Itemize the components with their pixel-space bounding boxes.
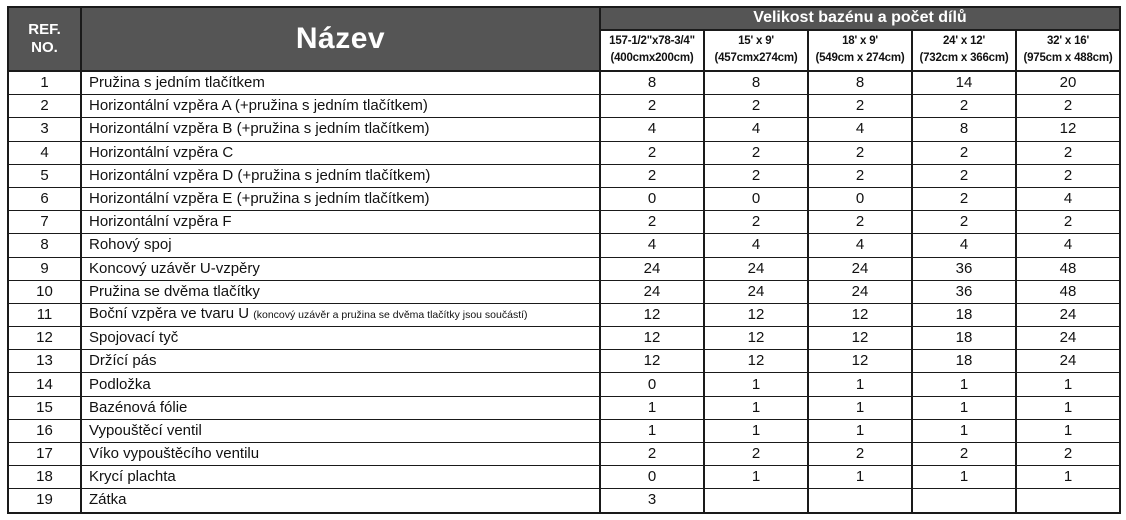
table-body bbox=[8, 71, 1120, 513]
quantity-cell: 1 bbox=[600, 419, 704, 442]
ref-number-cell: 7 bbox=[8, 211, 81, 234]
quantity-cell: 1 bbox=[1016, 396, 1120, 419]
part-name-cell bbox=[81, 419, 600, 442]
header-row-top bbox=[8, 7, 1120, 30]
quantity-cell: 12 bbox=[600, 350, 704, 373]
quantity-cell: 36 bbox=[912, 280, 1016, 303]
part-name: Horizontální vzpěra B (+pružina s jedním tlačítkem) bbox=[89, 120, 430, 138]
quantity-cell: 2 bbox=[808, 95, 912, 118]
quantity-cell: 0 bbox=[600, 187, 704, 210]
part-name-cell bbox=[81, 118, 600, 141]
table-row bbox=[8, 141, 1120, 164]
quantity-cell: 12 bbox=[704, 350, 808, 373]
quantity-cell: 24 bbox=[808, 280, 912, 303]
part-name: Horizontální vzpěra D (+pružina s jedním tlačítkem) bbox=[89, 166, 431, 184]
table-row bbox=[8, 95, 1120, 118]
quantity-cell: 2 bbox=[1016, 141, 1120, 164]
table-row bbox=[8, 350, 1120, 373]
part-name-cell bbox=[81, 95, 600, 118]
quantity-cell: 12 bbox=[808, 303, 912, 326]
part-note: (koncový uzávěr a pružina se dvěma tlačítky jsou součástí) bbox=[253, 309, 528, 322]
size-header-imperial: 24' x 12' bbox=[942, 35, 986, 48]
quantity-cell: 2 bbox=[600, 211, 704, 234]
quantity-cell: 4 bbox=[704, 234, 808, 257]
part-name-cell bbox=[81, 327, 600, 350]
size-header-metric: (400cmx200cm) bbox=[610, 52, 694, 65]
table-row bbox=[8, 118, 1120, 141]
quantity-cell: 2 bbox=[600, 164, 704, 187]
quantity-cell: 24 bbox=[704, 280, 808, 303]
quantity-cell: 12 bbox=[600, 327, 704, 350]
quantity-cell bbox=[808, 489, 912, 513]
quantity-cell: 1 bbox=[1016, 419, 1120, 442]
quantity-cell: 8 bbox=[912, 118, 1016, 141]
quantity-cell: 36 bbox=[912, 257, 1016, 280]
size-header-metric: (975cm x 488cm) bbox=[1023, 52, 1113, 65]
quantity-cell: 20 bbox=[1016, 71, 1120, 95]
part-name: Pružina s jedním tlačítkem bbox=[89, 74, 265, 92]
quantity-cell: 2 bbox=[808, 164, 912, 187]
size-header-400x200 bbox=[600, 30, 704, 71]
ref-number-cell: 11 bbox=[8, 303, 81, 326]
quantity-cell: 24 bbox=[1016, 303, 1120, 326]
table-row bbox=[8, 489, 1120, 513]
quantity-cell: 0 bbox=[808, 187, 912, 210]
part-name: Horizontální vzpěra C bbox=[89, 143, 234, 161]
quantity-cell: 2 bbox=[704, 211, 808, 234]
ref-no-header bbox=[8, 7, 81, 71]
ref-number-cell: 10 bbox=[8, 280, 81, 303]
part-name-cell bbox=[81, 350, 600, 373]
quantity-cell: 4 bbox=[1016, 234, 1120, 257]
ref-number-cell: 1 bbox=[8, 71, 81, 95]
quantity-cell: 2 bbox=[912, 187, 1016, 210]
part-name-cell bbox=[81, 443, 600, 466]
ref-number-cell: 14 bbox=[8, 373, 81, 396]
quantity-cell: 12 bbox=[600, 303, 704, 326]
quantity-cell: 4 bbox=[912, 234, 1016, 257]
part-name: Rohový spoj bbox=[89, 236, 172, 254]
part-name: Boční vzpěra ve tvaru U bbox=[89, 305, 250, 323]
quantity-cell: 24 bbox=[600, 257, 704, 280]
quantity-cell: 2 bbox=[808, 141, 912, 164]
table-row bbox=[8, 466, 1120, 489]
part-name: Víko vypouštěcího ventilu bbox=[89, 445, 260, 463]
quantity-cell: 24 bbox=[600, 280, 704, 303]
table-row bbox=[8, 280, 1120, 303]
quantity-cell: 1 bbox=[600, 396, 704, 419]
quantity-cell: 1 bbox=[912, 419, 1016, 442]
table-row bbox=[8, 443, 1120, 466]
table-row bbox=[8, 373, 1120, 396]
quantity-cell: 1 bbox=[808, 373, 912, 396]
ref-number-cell: 6 bbox=[8, 187, 81, 210]
quantity-cell: 12 bbox=[808, 350, 912, 373]
ref-number-cell: 17 bbox=[8, 443, 81, 466]
quantity-cell: 12 bbox=[704, 327, 808, 350]
quantity-cell bbox=[912, 489, 1016, 513]
quantity-cell: 8 bbox=[808, 71, 912, 95]
size-header-457x274 bbox=[704, 30, 808, 71]
parts-table bbox=[7, 6, 1121, 514]
quantity-cell: 24 bbox=[1016, 350, 1120, 373]
ref-number-cell: 9 bbox=[8, 257, 81, 280]
size-header-549x274 bbox=[808, 30, 912, 71]
quantity-cell: 2 bbox=[600, 141, 704, 164]
ref-number-cell: 19 bbox=[8, 489, 81, 513]
table-row bbox=[8, 211, 1120, 234]
quantity-cell: 2 bbox=[704, 141, 808, 164]
ref-number-cell: 2 bbox=[8, 95, 81, 118]
quantity-cell: 0 bbox=[600, 466, 704, 489]
table-row bbox=[8, 257, 1120, 280]
quantity-cell: 14 bbox=[912, 71, 1016, 95]
ref-number-cell: 18 bbox=[8, 466, 81, 489]
size-header-975x488 bbox=[1016, 30, 1120, 71]
table-row bbox=[8, 234, 1120, 257]
ref-number-cell: 12 bbox=[8, 327, 81, 350]
size-header-imperial: 15' x 9' bbox=[738, 35, 774, 48]
quantity-cell: 1 bbox=[1016, 466, 1120, 489]
quantity-cell: 1 bbox=[704, 396, 808, 419]
table-row bbox=[8, 164, 1120, 187]
pool-size-group-header: Velikost bazénu a počet dílů bbox=[600, 7, 1120, 30]
quantity-cell: 2 bbox=[912, 211, 1016, 234]
quantity-cell: 24 bbox=[1016, 327, 1120, 350]
quantity-cell: 24 bbox=[704, 257, 808, 280]
part-name-cell bbox=[81, 257, 600, 280]
part-name-cell bbox=[81, 303, 600, 326]
quantity-cell: 2 bbox=[1016, 443, 1120, 466]
part-name: Krycí plachta bbox=[89, 468, 176, 486]
quantity-cell: 18 bbox=[912, 327, 1016, 350]
quantity-cell: 12 bbox=[1016, 118, 1120, 141]
name-header: Název bbox=[81, 7, 600, 71]
quantity-cell: 2 bbox=[600, 95, 704, 118]
quantity-cell: 8 bbox=[704, 71, 808, 95]
quantity-cell: 12 bbox=[704, 303, 808, 326]
quantity-cell: 2 bbox=[704, 95, 808, 118]
part-name-cell bbox=[81, 396, 600, 419]
part-name: Zátka bbox=[89, 491, 127, 509]
ref-number-cell: 5 bbox=[8, 164, 81, 187]
ref-number-cell: 8 bbox=[8, 234, 81, 257]
quantity-cell: 2 bbox=[1016, 211, 1120, 234]
quantity-cell: 0 bbox=[704, 187, 808, 210]
table-row bbox=[8, 303, 1120, 326]
part-name-cell bbox=[81, 280, 600, 303]
part-name: Spojovací tyč bbox=[89, 329, 179, 347]
quantity-cell: 1 bbox=[1016, 373, 1120, 396]
quantity-cell: 12 bbox=[808, 327, 912, 350]
quantity-cell: 48 bbox=[1016, 257, 1120, 280]
quantity-cell: 2 bbox=[704, 164, 808, 187]
quantity-cell: 4 bbox=[600, 234, 704, 257]
quantity-cell: 1 bbox=[808, 396, 912, 419]
quantity-cell: 2 bbox=[808, 443, 912, 466]
table-row bbox=[8, 71, 1120, 95]
quantity-cell: 2 bbox=[912, 141, 1016, 164]
size-header-732x366 bbox=[912, 30, 1016, 71]
quantity-cell: 2 bbox=[912, 164, 1016, 187]
part-name-cell bbox=[81, 164, 600, 187]
quantity-cell: 2 bbox=[600, 443, 704, 466]
part-name-cell bbox=[81, 489, 600, 513]
quantity-cell: 1 bbox=[704, 373, 808, 396]
part-name-cell bbox=[81, 466, 600, 489]
quantity-cell: 3 bbox=[600, 489, 704, 513]
table-row bbox=[8, 396, 1120, 419]
size-header-metric: (549cm x 274cm) bbox=[815, 52, 905, 65]
part-name-cell bbox=[81, 187, 600, 210]
quantity-cell: 18 bbox=[912, 350, 1016, 373]
quantity-cell: 2 bbox=[912, 95, 1016, 118]
ref-number-cell: 16 bbox=[8, 419, 81, 442]
ref-number-cell: 3 bbox=[8, 118, 81, 141]
part-name-cell bbox=[81, 234, 600, 257]
part-name: Podložka bbox=[89, 375, 151, 393]
size-header-imperial: 32' x 16' bbox=[1046, 35, 1090, 48]
part-name: Držící pás bbox=[89, 352, 157, 370]
quantity-cell: 48 bbox=[1016, 280, 1120, 303]
quantity-cell: 1 bbox=[912, 373, 1016, 396]
ref-number-cell: 13 bbox=[8, 350, 81, 373]
part-name-cell bbox=[81, 71, 600, 95]
part-name: Horizontální vzpěra F bbox=[89, 213, 232, 231]
quantity-cell: 2 bbox=[1016, 164, 1120, 187]
quantity-cell: 8 bbox=[600, 71, 704, 95]
quantity-cell: 2 bbox=[704, 443, 808, 466]
part-name: Horizontální vzpěra A (+pružina s jedním tlačítkem) bbox=[89, 97, 428, 115]
quantity-cell: 1 bbox=[808, 466, 912, 489]
quantity-cell: 4 bbox=[704, 118, 808, 141]
quantity-cell: 2 bbox=[808, 211, 912, 234]
part-name: Koncový uzávěr U-vzpěry bbox=[89, 259, 260, 277]
quantity-cell: 1 bbox=[808, 419, 912, 442]
quantity-cell: 0 bbox=[600, 373, 704, 396]
quantity-cell: 2 bbox=[912, 443, 1016, 466]
part-name-cell bbox=[81, 141, 600, 164]
table-row bbox=[8, 419, 1120, 442]
size-header-imperial: 157-1/2"x78-3/4" bbox=[609, 35, 695, 48]
part-name-cell bbox=[81, 211, 600, 234]
part-name: Horizontální vzpěra E (+pružina s jedním tlačítkem) bbox=[89, 190, 430, 208]
ref-number-cell: 4 bbox=[8, 141, 81, 164]
quantity-cell: 4 bbox=[1016, 187, 1120, 210]
table-row bbox=[8, 327, 1120, 350]
size-header-metric: (732cm x 366cm) bbox=[919, 52, 1009, 65]
ref-number-cell: 15 bbox=[8, 396, 81, 419]
part-name-cell bbox=[81, 373, 600, 396]
ref-header-line1: REF. bbox=[28, 21, 61, 38]
part-name: Bazénová fólie bbox=[89, 398, 188, 416]
ref-header-line2: NO. bbox=[31, 39, 58, 56]
quantity-cell: 18 bbox=[912, 303, 1016, 326]
size-header-metric: (457cmx274cm) bbox=[714, 52, 798, 65]
table-row bbox=[8, 187, 1120, 210]
quantity-cell: 1 bbox=[704, 466, 808, 489]
quantity-cell bbox=[704, 489, 808, 513]
quantity-cell: 4 bbox=[600, 118, 704, 141]
quantity-cell: 4 bbox=[808, 118, 912, 141]
quantity-cell: 1 bbox=[704, 419, 808, 442]
quantity-cell: 24 bbox=[808, 257, 912, 280]
quantity-cell: 2 bbox=[1016, 95, 1120, 118]
table-header bbox=[8, 7, 1120, 71]
size-header-imperial: 18' x 9' bbox=[842, 35, 878, 48]
part-name: Vypouštěcí ventil bbox=[89, 421, 202, 439]
quantity-cell: 1 bbox=[912, 396, 1016, 419]
quantity-cell: 4 bbox=[808, 234, 912, 257]
quantity-cell bbox=[1016, 489, 1120, 513]
part-name: Pružina se dvěma tlačítky bbox=[89, 282, 260, 300]
quantity-cell: 1 bbox=[912, 466, 1016, 489]
